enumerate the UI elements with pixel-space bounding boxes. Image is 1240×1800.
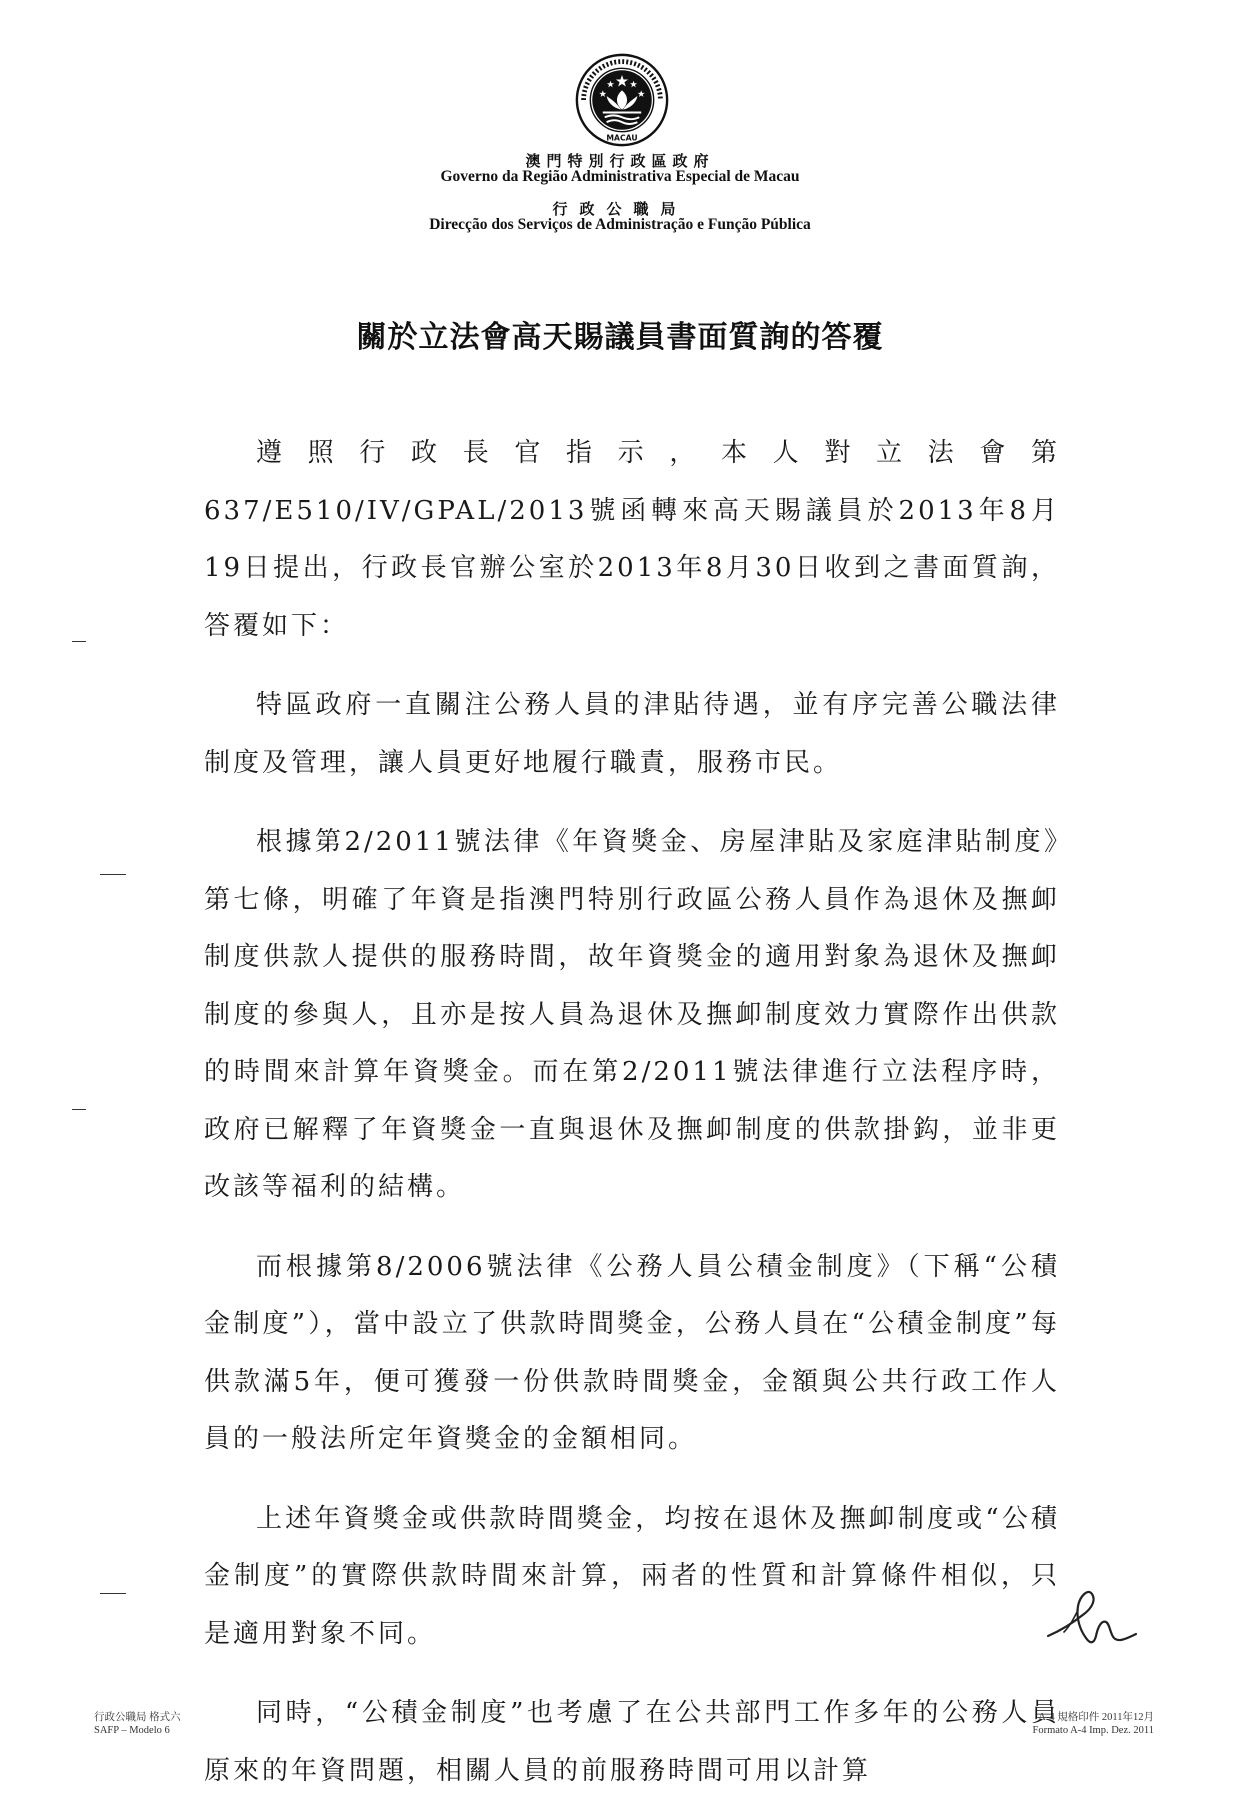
paragraph: 特區政府一直關注公務人員的津貼待遇，並有序完善公職法律制度及管理，讓人員更好地履行職責，服務市民。 (204, 690, 1060, 778)
footer-print-format-cn: A-4 規格印件 2011年12月 (1038, 1712, 1154, 1723)
footer-print-format (1032, 1711, 1154, 1737)
footer-form-code-pt: SAFP – Modelo 6 (94, 1725, 170, 1736)
paragraph: 同時，“公積金制度”也考慮了在公共部門工作多年的公務人員原來的年資問題，相關人員的前服務時間可用以計算 (204, 1698, 1060, 1786)
paragraph: 遵照行政長官指示，本人對立法會第637/E510/IV/GPAL/2013號函轉來高天賜議員於2013年8月19日提出，行政長官辦公室於2013年8月30日收到之書面質詢，答覆如下： (204, 438, 1060, 641)
government-name-portuguese: Governo da Região Administrativa Especial de Macau (440, 168, 800, 185)
handwritten-initials (1044, 1578, 1140, 1650)
footer-form-code (94, 1711, 181, 1737)
government-name-chinese: 澳門特別行政區政府 (525, 154, 715, 170)
paragraph: 上述年資獎金或供款時間獎金，均按在退休及撫卹制度或“公積金制度”的實際供款時間來計算，兩者的性質和計算條件相似，只是適用對象不同。 (204, 1503, 1060, 1649)
paragraph: 根據第2/2011號法律《年資獎金、房屋津貼及家庭津貼制度》第七條，明確了年資是指澳門特別行政區公務人員作為退休及撫卹制度供款人提供的服務時間，故年資獎金的適用對象為退休及撫卹制度的參與人，且亦是按人員為退休及撫卹制度效力實際作出供款的時間來計算年資獎金。而在第2/2011號法律進行立法程序時，政府已解釋了年資獎金一直與退休及撫卹制度的供款掛鈎，並非更改該等福利的結構。 (204, 827, 1060, 1202)
footer-print-format-pt: Formato A-4 Imp. Dez. 2011 (1032, 1725, 1154, 1736)
margin-mark (72, 641, 86, 642)
margin-mark (72, 1109, 86, 1110)
emblem-text: MACAU (606, 133, 638, 143)
department-name-portuguese: Direcção dos Serviços de Administração e Função Pública (429, 216, 811, 233)
document-body (204, 425, 1060, 1800)
document-title: 關於立法會高天賜議員書面質詢的答覆 (356, 320, 884, 355)
margin-mark (100, 1593, 126, 1594)
department-name-chinese: 行政公職局 (552, 202, 688, 218)
paragraph: 而根據第8/2006號法律《公務人員公積金制度》（下稱“公積金制度”），當中設立了供款時間獎金，公務人員在“公積金制度”每供款滿5年，便可獲發一份供款時間獎金，金額與公共行政工作人員的一般法所定年資獎金的金額相同。 (204, 1251, 1060, 1454)
macau-emblem-icon (574, 52, 670, 148)
footer-form-code-cn: 行政公職局 格式六 (94, 1712, 181, 1723)
margin-mark (100, 874, 126, 875)
